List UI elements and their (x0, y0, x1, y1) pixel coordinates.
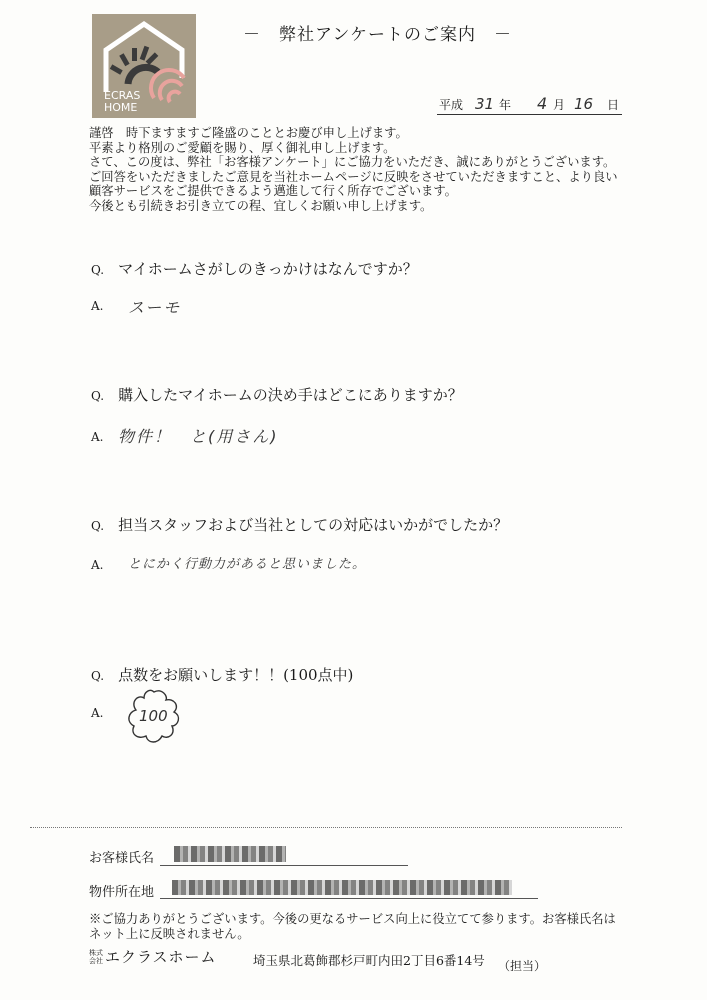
question-2 (91, 384, 463, 405)
company-logo (92, 14, 196, 118)
answer-mark-3: A. (91, 558, 104, 572)
q-mark: Q. (91, 389, 105, 403)
staff-in-charge-label: （担当） (498, 959, 547, 973)
page-title: － 弊社アンケートのご案内 － (243, 25, 512, 45)
answer-mark-2: A. (91, 430, 104, 444)
answer-3: とにかく行動力があると思いました。 (128, 557, 367, 572)
footer-note-line: ネット上に反映されません。 (89, 927, 250, 941)
dotted-divider (30, 827, 622, 828)
date-era: 平成 (439, 98, 464, 112)
score-value: 100 (139, 707, 168, 725)
intro-line: 謹啓 時下ますますご隆盛のこととお慶び申し上げます。 (89, 126, 408, 140)
question-text: マイホームさがしのきっかけはなんですか？ (118, 260, 418, 278)
question-1 (91, 258, 418, 279)
answer-1: スーモ (128, 298, 182, 317)
date-field (437, 96, 622, 115)
customer-name-label: お客様氏名 (89, 851, 155, 866)
company-address: 埼玉県北葛飾郡杉戸町内田2丁目6番14号 (253, 953, 485, 968)
footer-note (89, 912, 679, 942)
question-text: 購入したマイホームの決め手はどこにありますか？ (118, 386, 463, 404)
q-mark: Q. (91, 263, 105, 277)
property-address-label: 物件所在地 (89, 885, 155, 900)
score-flower-doodle (124, 686, 184, 746)
company-name: エクラスホーム (105, 948, 217, 966)
date-year: 31 (475, 95, 495, 113)
intro-line: さて、この度は、弊社「お客様アンケート」にご協力をいただき、誠にありがとうございます。 (89, 155, 616, 170)
date-month-unit: 月 (553, 98, 566, 112)
company-kind-top: 株式 (89, 948, 103, 957)
customer-name-line (160, 865, 408, 866)
question-text: 点数をお願いします！！(100点中) (118, 666, 354, 684)
question-4 (91, 664, 353, 685)
company-name-block (89, 946, 217, 967)
company-kind-bottom: 会社 (89, 956, 103, 965)
logo-text-line2: HOME (104, 101, 138, 114)
answer-2: 物件！ と(用さん) (118, 427, 279, 446)
intro-line: 顧客サービスをご提供できるよう邁進して行く所存でございます。 (89, 184, 457, 199)
date-day-unit: 日 (607, 98, 620, 112)
intro-paragraph (89, 126, 649, 214)
q-mark: Q. (91, 519, 105, 533)
q-mark: Q. (91, 669, 105, 683)
date-month: 4 (537, 94, 548, 113)
customer-name-redacted (174, 846, 286, 862)
property-address-line (160, 898, 538, 899)
answer-mark-1: A. (91, 299, 104, 313)
logo-graphic (92, 14, 196, 118)
company-kind (89, 949, 105, 965)
question-text: 担当スタッフおよび当社としての対応はいかがでしたか？ (118, 516, 509, 534)
intro-line: 平素より格別のご愛顧を賜り、厚く御礼申し上げます。 (89, 140, 396, 155)
property-address-redacted (172, 880, 512, 895)
date-year-unit: 年 (499, 98, 512, 112)
intro-line: 今後とも引続きお引き立ての程、宜しくお願い申し上げます。 (89, 198, 433, 213)
intro-line: ご回答をいただきましたご意見を当社ホームページに反映をさせていただきますこと、より良い (89, 169, 618, 184)
answer-mark-4: A. (91, 706, 104, 720)
question-3 (91, 514, 508, 535)
footer-note-line: ※ご協力ありがとうございます。今後の更なるサービス向上に役立てて参ります。お客様氏名は (89, 912, 616, 926)
date-day: 16 (574, 95, 594, 113)
logo-text-line1: ECRAS (104, 89, 141, 102)
